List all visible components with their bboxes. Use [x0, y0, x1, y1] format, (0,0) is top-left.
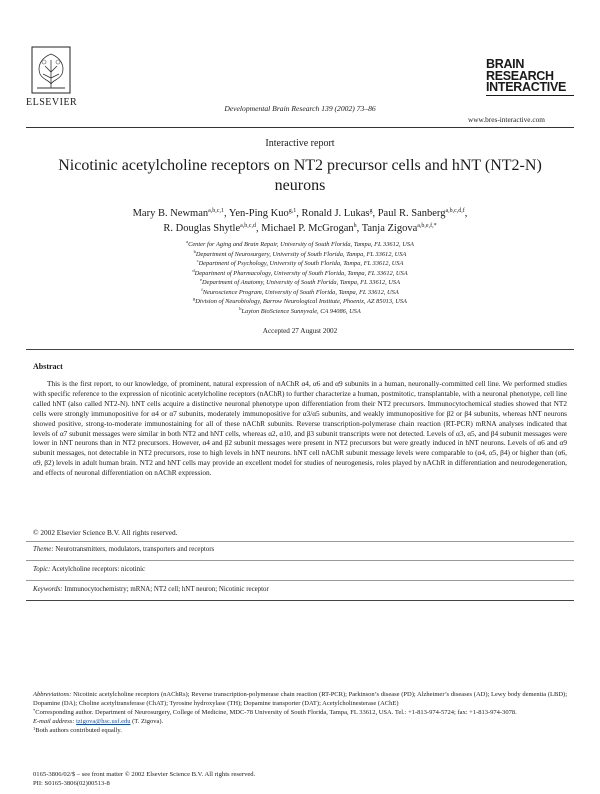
email-link[interactable]: tzigova@hsc.usf.edu [76, 718, 131, 725]
affiliation-item [40, 307, 560, 317]
author-name: Michael P. McGrogan [261, 223, 354, 234]
topic-line [33, 566, 145, 573]
email-label: E-mail address: [33, 718, 75, 725]
author-name: Paul R. Sanberg [377, 208, 446, 219]
theme-line [33, 546, 214, 553]
affiliation-text: Neuroscience Program, University of South Florida, Tampa, FL 33612, USA [202, 288, 399, 296]
abstract-heading: Abstract [33, 362, 63, 371]
affiliation-item [40, 259, 560, 269]
author-separator: , [356, 223, 362, 234]
note1-text: Both authors contributed equally. [35, 727, 122, 734]
author-name: Tanja Zigova [361, 223, 418, 234]
accepted-date: Accepted 27 August 2002 [262, 327, 338, 335]
meta-divider-1 [26, 541, 574, 542]
affiliation-marker: a [186, 239, 189, 244]
author-affiliation-marker: a,b,c,d,f [445, 208, 465, 214]
meta-divider-2 [26, 560, 574, 561]
abstract-bottom-divider [26, 600, 574, 601]
affiliation-item [40, 288, 560, 298]
affiliation-marker: c [196, 258, 199, 263]
abstract-body: This is the first report, to our knowledge, of prominent, natural expression of nAChR α4, α6 and α9 subunits in a human, neuronally-committed cell line. We performed studies with specific reference to the expression of nicotinic acetylcholine receptors (nAChR) to further characterize a human, postmitotic, transplantable, with a neuronal phenotype, cell line called hNT (also called NT2-N). hNT cells acquire a distinctive neuronal phenotype upon differentiation from their NT2 precursors. Immunocytochemical studies showed that NT2 cells were strongly immunopositive for α4 or α7 subunits, moderately immunopositive for α3/α5 subunits, and weakly immunopositive for β2 or β4 subunits, whereas hNT neurons showed positive, strong-to-moderate immunostaining for all of these nAChR subunits. Reverse transcription-polymerase chain reaction (RT-PCR) mRNA analyses indicated that levels of α7 subunit messages were similar in both NT2 and hNT cells, whereas α2, α10, and β3 subunit transcripts were not detected. Levels of α3, α5, and β4 subunit messages were lower in hNT neurons than in NT2 precursors. However, α4 and β2 subunit messages were present in NT2 precursors but were greatly induced in hNT neurons. Levels of α6 and α9 subunit messages, not detectable in NT2 precursors, rose to high levels in hNT neurons. hNT cell nAChR subunit message levels were comparable to (α4, α5, β4) or higher than (α6, α9, β2) levels in adult human brain. NT2 and hNT cells may provide an excellent model for studies of neurogenesis, roles played by nAChR in differentiation and neurodegeneration, and effects of neuronal differentiation on nAChR expression. [33, 379, 567, 478]
brand-divider [486, 95, 574, 96]
brain-research-interactive-logo [486, 59, 574, 94]
author-affiliation-marker: a,b,e,f,* [417, 223, 437, 229]
affiliation-item [40, 297, 560, 307]
keywords-value: Immunocytochemistry; mRNA; NT2 cell; hNT neuron; Nicotinic receptor [64, 586, 269, 593]
author-affiliation-marker: g,1 [288, 208, 297, 214]
corresponding-author-note [33, 708, 567, 717]
author-separator: , [372, 208, 378, 219]
header-divider [26, 127, 574, 128]
abstract-top-divider [26, 349, 574, 350]
theme-value: Neurotransmitters, modulators, transporters and receptors [55, 546, 215, 553]
affiliation-list [40, 240, 560, 316]
author-affiliation-marker: a,b,c,d [240, 223, 256, 229]
equal-contribution-note [33, 726, 567, 735]
issn-line: 0165-3806/02/$ – see front matter © 2002 Elsevier Science B.V. All rights reserved. [33, 771, 256, 778]
affiliation-text: Department of Anatomy, University of South Florida, Tampa, FL 33612, USA [202, 279, 400, 286]
abbreviations-note [33, 690, 567, 708]
affiliation-item [40, 269, 560, 279]
author-affiliation-marker: a,b,c,1 [208, 208, 224, 214]
footnotes [33, 690, 567, 735]
theme-label: Theme: [33, 546, 54, 553]
author-separator: , [464, 208, 468, 219]
affiliation-item [40, 240, 560, 250]
email-note [33, 717, 567, 726]
author-separator: , [296, 208, 302, 219]
affiliation-marker: h [239, 305, 242, 311]
affiliation-text: Center for Aging and Brain Repair, University of South Florida, Tampa, FL 33612, USA [188, 241, 414, 248]
elsevier-tree-logo [31, 46, 71, 94]
copyright-notice: © 2002 Elsevier Science B.V. All rights reserved. [33, 528, 178, 537]
author-list [40, 206, 560, 236]
author-name: Ronald J. Lukas [301, 208, 370, 219]
journal-citation: Developmental Brain Research 139 (2002) 73–86 [224, 104, 376, 113]
affiliation-marker: b [193, 248, 196, 254]
corresponding-marker: * [33, 708, 36, 713]
affiliation-text: Department of Neurosurgery, University of South Florida, Tampa, FL 33612, USA [195, 250, 407, 258]
article-title: Nicotinic acetylcholine receptors on NT2 precursor cells and hNT (NT2-N) neurons [58, 157, 542, 194]
affiliation-text: Layton BioScience Sunnyvale, CA 94086, USA [241, 307, 361, 315]
affiliation-marker: e [200, 277, 202, 282]
affiliation-text: Department of Pharmacology, University of South Florida, Tampa, FL 33612, USA [194, 269, 408, 277]
issn-block [33, 770, 255, 788]
author-name: Yen-Ping Kuo [228, 208, 289, 219]
keywords-label: Keywords: [33, 586, 63, 593]
affiliation-marker: d [192, 267, 195, 273]
keywords-line [33, 586, 269, 593]
author-name: R. Douglas Shytle [163, 223, 241, 234]
topic-value: Acetylcholine receptors: nicotinic [51, 566, 146, 573]
brand-line-3: INTERACTIVE [486, 80, 567, 94]
affiliation-text: Department of Psychology, University of South Florida, Tampa, FL 33612, USA [198, 260, 404, 267]
affiliation-marker: g [193, 296, 196, 301]
note1-marker: 1 [33, 726, 36, 731]
affiliation-marker: f [201, 286, 203, 292]
meta-divider-3 [26, 580, 574, 581]
brand-line-2: RESEARCH [486, 68, 554, 83]
corresponding-text: Corresponding author. Department of Neurosurgery, College of Medicine, MDC-78 University of South Florida, Tampa, FL 33612, USA. Tel.: +1-813-974-5724; fax: +1-813-974-3078. [35, 709, 517, 716]
affiliation-text: Division of Neurobiology, Barrow Neurological Institute, Phoenix, AZ 85013, USA [195, 298, 407, 305]
topic-label: Topic: [33, 566, 51, 573]
brand-url[interactable]: www.bres-interactive.com [468, 115, 545, 124]
page-header [0, 0, 600, 130]
author-affiliation-marker: g [369, 208, 373, 214]
author-affiliation-marker: h [353, 223, 357, 229]
email-suffix: (T. Zigova). [132, 718, 164, 725]
affiliation-item [40, 250, 560, 260]
affiliation-item [40, 278, 560, 288]
author-separator: , [255, 223, 262, 234]
brand-line-1: BRAIN [486, 57, 525, 71]
report-type: Interactive report [265, 138, 335, 149]
author-separator: , [223, 208, 229, 219]
publisher-name: ELSEVIER [26, 97, 78, 108]
abbreviations-label: Abbreviations: [33, 691, 72, 698]
author-name: Mary B. Newman [132, 208, 209, 219]
pii-line: PII: S0165-3806(02)00513-8 [33, 780, 110, 787]
abbreviations-text: Nicotinic acetylcholine receptors (nAChRs); Reverse transcription-polymerase chain reaction (RT-PCR); Parkinson’s disease (PD); Alzheimer’s diseases (AD); Lewy body dementia (LBD); Dopamine (DA); Choline acetyltransferase (ChAT); Tyrosine hydroxylase (TH); Dopamine transporter (DAT); Acetylcholinesterase (AChE) [33, 691, 567, 707]
